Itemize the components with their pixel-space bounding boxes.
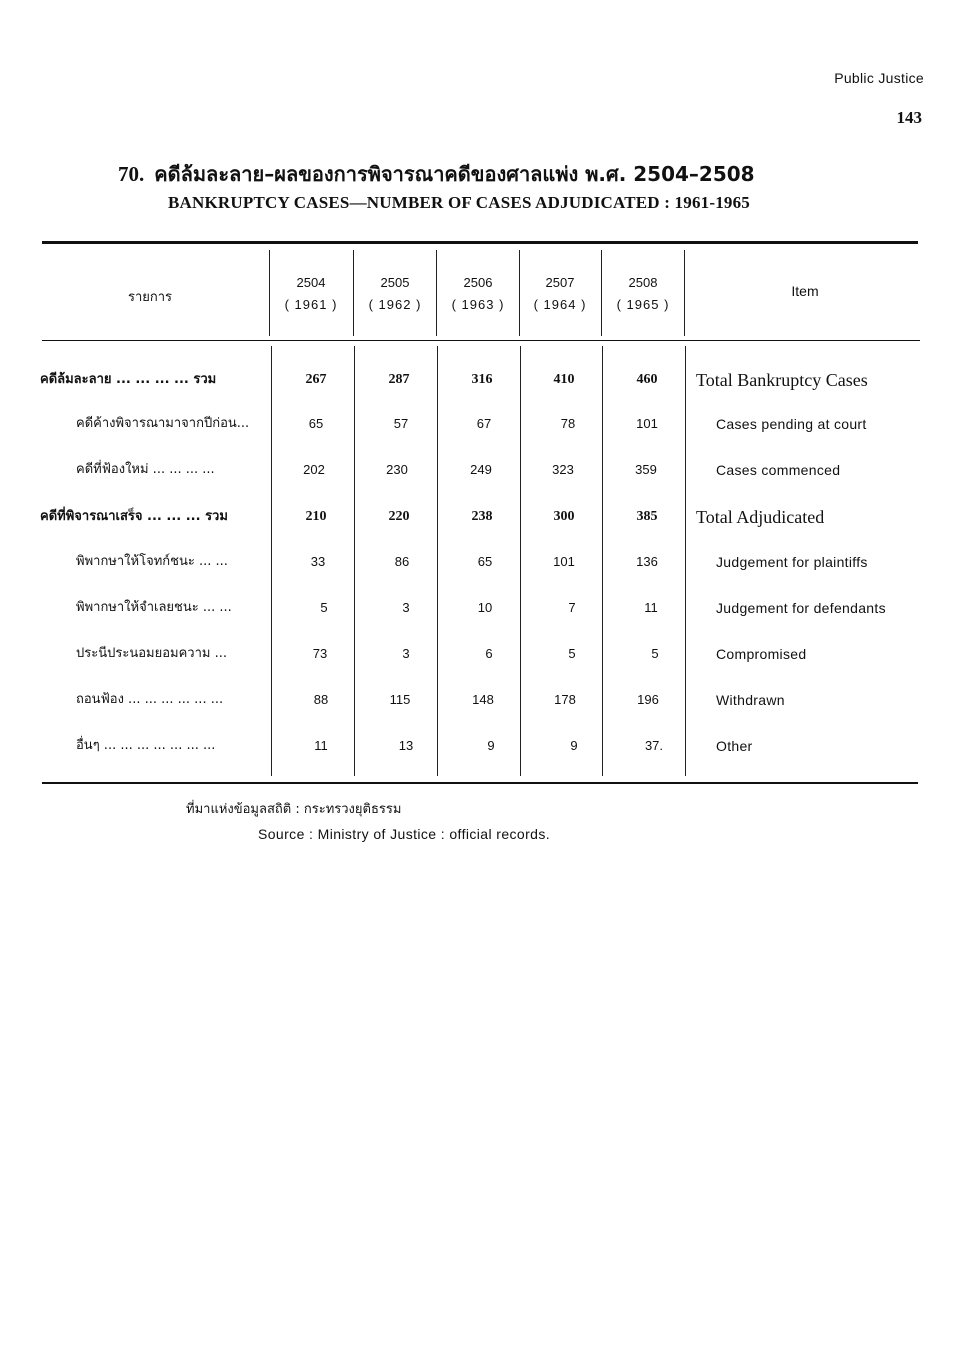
column-divider [601,250,602,336]
value-2504: 88 [313,692,329,707]
header-item-english: Item [791,283,819,299]
value-2506: 67 [476,416,492,431]
row-label-thai: อื่นๆ ... ... ... ... ... ... ... [76,738,216,753]
value-2508: 5 [651,646,659,661]
page-number: 143 [896,108,922,127]
column-divider [269,250,270,336]
row-label-thai: คดีที่ฟ้องใหม่ ... ... ... ... [76,462,215,477]
value-2504: 73 [312,646,328,661]
row-label-thai: คดีล้มละลาย ... ... ... ... รวม [40,372,217,387]
value-2506: 9 [487,738,495,753]
row-label-thai: พิพากษาให้จำเลยชนะ ... ... [76,600,232,615]
table-row [0,412,966,436]
table-row [0,368,966,392]
value-2507: 101 [553,554,575,569]
table-title-thai [118,158,755,190]
table-row [0,642,966,666]
value-2506: 238 [471,509,493,524]
header-year-2505 [359,272,431,316]
value-2507: 178 [554,692,576,707]
header-item-thai: รายการ [127,290,173,305]
running-head: Public Justice [834,70,924,86]
table-row [0,458,966,482]
value-2507: 9 [570,738,578,753]
value-2504: 267 [305,372,327,387]
value-2505: 115 [389,692,411,707]
value-2505: 3 [402,600,410,615]
header-year-2507 [524,272,596,316]
row-label-english: Judgement for plaintiffs [716,554,868,570]
source-note-thai: ที่มาแห่งข้อมูลสถิติ : กระทรวงยุติธรรม [186,802,402,817]
value-2508: 196 [637,692,659,707]
value-2508: 37. [644,738,664,753]
year-ad: ( 1962 ) [368,297,422,312]
row-label-english: Cases commenced [716,462,841,478]
value-2506: 249 [470,462,492,477]
table-number: 70. [118,162,145,186]
year-be: 2504 [296,275,326,290]
row-label-thai: พิพากษาให้โจทก์ชนะ ... ... [76,554,228,569]
row-label-thai: ประนีประนอมยอมความ ... [76,646,227,661]
value-2505: 230 [386,462,408,477]
value-2504: 5 [320,600,328,615]
table-row [0,734,966,758]
value-2506: 316 [471,372,493,387]
value-2505: 86 [394,554,410,569]
row-label-thai: ถอนฟ้อง ... ... ... ... ... ... [76,692,224,707]
value-2505: 220 [388,509,410,524]
value-2505: 13 [398,738,414,753]
table-row [0,550,966,574]
title-thai-text: คดีล้มละลาย–ผลของการพิจารณาคดีของศาลแพ่ง พ.ศ. 2504–2508 [154,162,755,186]
table-title-english: BANKRUPTCY CASES—NUMBER OF CASES ADJUDICATED : 1961-1965 [168,193,751,212]
year-be: 2508 [628,275,658,290]
row-label-english: Cases pending at court [716,416,867,432]
row-label-thai: คดีค้างพิจารณามาจากปีก่อน... [76,416,250,431]
row-label-english: Other [716,738,753,754]
table-row [0,596,966,620]
value-2508: 101 [636,416,658,431]
year-ad: ( 1961 ) [284,297,338,312]
row-label-thai: คดีที่พิจารณาเสร็จ ... ... ... รวม [40,509,228,524]
value-2508: 460 [636,372,658,387]
column-divider [519,250,520,336]
value-2507: 5 [568,646,576,661]
value-2507: 323 [552,462,574,477]
year-be: 2507 [545,275,575,290]
bottom-rule [42,782,918,784]
year-ad: ( 1963 ) [451,297,505,312]
header-year-2508 [606,272,680,316]
value-2508: 359 [635,462,657,477]
value-2507: 410 [553,372,575,387]
year-ad: ( 1965 ) [616,297,670,312]
value-2508: 11 [644,600,658,615]
value-2504: 210 [305,509,327,524]
year-ad: ( 1964 ) [533,297,587,312]
value-2504: 65 [308,416,324,431]
row-label-english: Withdrawn [716,692,785,708]
value-2504: 202 [303,462,325,477]
value-2504: 11 [314,738,328,753]
row-label-english: Judgement for defendants [716,600,886,616]
header-year-2506 [442,272,514,316]
header-rule [42,340,920,341]
column-divider [684,250,685,336]
value-2506: 148 [472,692,494,707]
value-2507: 7 [568,600,576,615]
value-2508: 136 [636,554,658,569]
header-year-2504 [276,272,346,316]
row-label-english: Total Adjudicated [696,507,825,527]
table-row [0,688,966,712]
top-rule [42,241,918,244]
value-2508: 385 [636,509,658,524]
row-label-english: Compromised [716,646,807,662]
row-label-english: Total Bankruptcy Cases [696,370,868,390]
table-row [0,505,966,529]
column-divider [436,250,437,336]
source-note-english: Source : Ministry of Justice : official records. [258,826,551,842]
value-2504: 33 [310,554,326,569]
year-be: 2505 [380,275,410,290]
value-2506: 65 [477,554,493,569]
value-2506: 10 [477,600,493,615]
value-2505: 57 [393,416,409,431]
value-2505: 3 [402,646,410,661]
value-2506: 6 [485,646,493,661]
value-2505: 287 [388,372,410,387]
value-2507: 78 [560,416,576,431]
value-2507: 300 [553,509,575,524]
year-be: 2506 [463,275,493,290]
column-divider [353,250,354,336]
